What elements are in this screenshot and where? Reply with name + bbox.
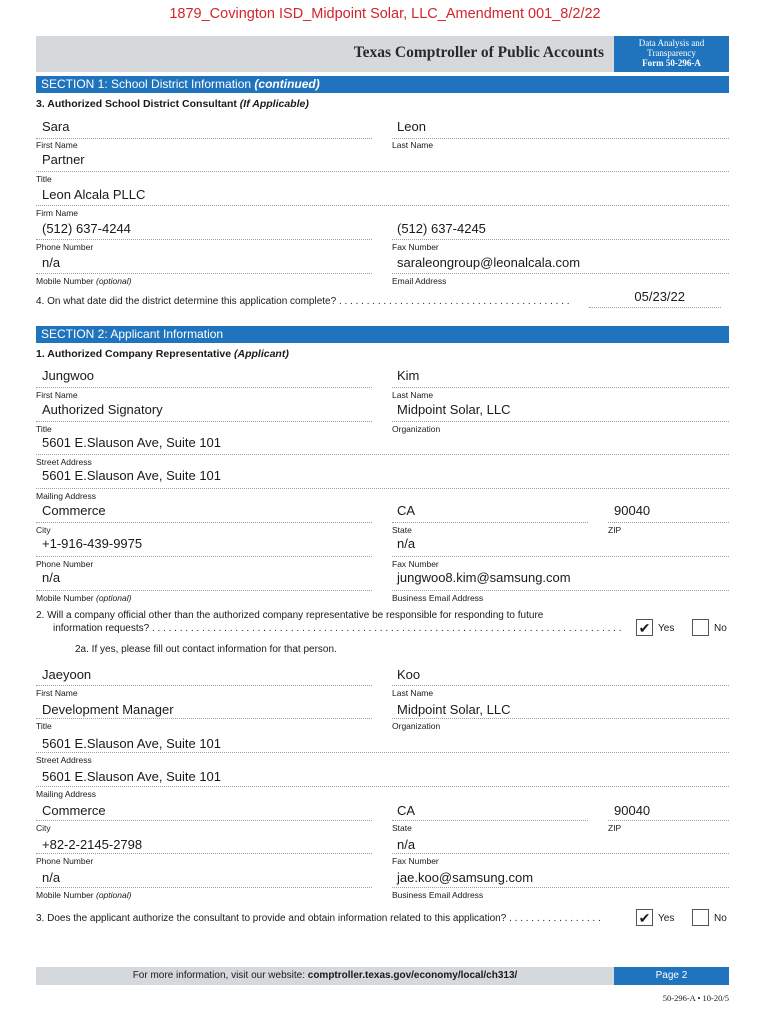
field-line	[36, 685, 372, 686]
mobile-label: Mobile Number (optional)	[36, 890, 132, 900]
field-line	[608, 820, 729, 821]
consultant-last-name[interactable]: Leon	[397, 119, 426, 134]
field-line	[36, 205, 729, 206]
street-label: Street Address	[36, 755, 92, 765]
rep-city[interactable]: Commerce	[42, 503, 106, 518]
section1-title-suffix: (continued)	[254, 77, 320, 91]
organization-label: Organization	[392, 721, 441, 731]
title-label: Title	[36, 424, 52, 434]
rep-zip[interactable]: 90040	[614, 503, 651, 518]
field-line	[36, 421, 372, 422]
contact-title[interactable]: Development Manager	[42, 702, 174, 717]
s2-q3-question: 3. Does the applicant authorize the consultant to provide and obtain information related to this application? . . . . . . . . . . . . . . . . .	[36, 913, 601, 924]
field-line	[36, 820, 372, 821]
q2-yes-checkbox[interactable]	[636, 619, 653, 636]
header-box-line2: Transparency	[647, 48, 696, 58]
rep-fax[interactable]: n/a	[397, 536, 416, 551]
consultant-firm-name[interactable]: Leon Alcala PLLC	[42, 187, 146, 202]
footer-info	[36, 967, 614, 985]
field-line	[392, 522, 588, 523]
field-line	[392, 556, 729, 557]
mobile-label: Mobile Number (optional)	[36, 276, 132, 286]
header-form-box	[614, 36, 729, 72]
field-line	[36, 171, 729, 172]
consultant-mobile[interactable]: n/a	[42, 255, 61, 270]
fax-label: Fax Number	[392, 242, 439, 252]
field-line	[392, 273, 729, 274]
contact-city[interactable]: Commerce	[42, 803, 106, 818]
contact-state[interactable]: CA	[397, 803, 416, 818]
document-note: 1879_Covington ISD_Midpoint Solar, LLC_Amendment 001_8/2/22	[169, 6, 601, 22]
s2-q2-question-line2: information requests? . . . . . . . . . . . . . . . . . . . . . . . . . . . . . . . . . . . . . . . . . . . . . . . . . . . . . . . . . . . . . . . . . . . . . . . . . . . . . . . . . . . . .	[53, 623, 622, 634]
s2-q2-question-line1: 2. Will a company official other than the authorized company representative be responsible for responding to future	[36, 610, 544, 621]
mailing-label: Mailing Address	[36, 491, 97, 501]
rep-phone[interactable]: +1-916-439-9975	[42, 536, 143, 551]
field-line	[36, 887, 372, 888]
q3-no-checkbox[interactable]	[692, 909, 709, 926]
q3-yes-checkbox[interactable]	[636, 909, 653, 926]
fax-label: Fax Number	[392, 856, 439, 866]
s1-q4-question: 4. On what date did the district determine this application complete? . . . . . . . . . . . . . . . . . . . . . . . . . . . . . . . . . . . . . . . . . .	[36, 296, 570, 307]
section2-bar: SECTION 2: Applicant Information	[36, 326, 729, 343]
header-box-line1: Data Analysis and	[638, 38, 705, 48]
field-line	[36, 522, 372, 523]
consultant-title[interactable]: Partner	[42, 152, 85, 167]
field-line	[36, 590, 372, 591]
field-line	[36, 488, 729, 489]
first-name-label: First Name	[36, 390, 78, 400]
q3-no-label: No	[714, 913, 727, 924]
page-title: Texas Comptroller of Public Accounts	[353, 44, 604, 61]
first-name-label: First Name	[36, 688, 78, 698]
s1-q3-heading: 3. Authorized School District Consultant (If Applicable)	[36, 98, 309, 110]
field-line	[36, 718, 372, 719]
rep-last-name[interactable]: Kim	[397, 368, 420, 383]
field-line	[589, 307, 721, 308]
state-label: State	[392, 823, 412, 833]
rep-first-name[interactable]: Jungwoo	[42, 368, 95, 383]
page-number: Page 2	[614, 967, 729, 985]
consultant-phone[interactable]: (512) 637-4244	[42, 221, 131, 236]
rep-mobile[interactable]: n/a	[42, 570, 61, 585]
footer-text: For more information, visit our website:	[132, 970, 308, 981]
field-line	[36, 454, 729, 455]
field-line	[392, 421, 729, 422]
field-line	[36, 752, 729, 753]
phone-label: Phone Number	[36, 856, 94, 866]
field-line	[392, 590, 729, 591]
email-label: Email Address	[392, 276, 447, 286]
contact-mailing-address[interactable]: 5601 E.Slauson Ave, Suite 101	[42, 769, 222, 784]
field-line	[392, 718, 729, 719]
fax-label: Fax Number	[392, 559, 439, 569]
mailing-label: Mailing Address	[36, 789, 97, 799]
title-label: Title	[36, 174, 52, 184]
rep-organization[interactable]: Midpoint Solar, LLC	[397, 402, 511, 417]
first-name-label: First Name	[36, 140, 78, 150]
field-line	[36, 273, 372, 274]
header-form-number: Form 50-296-A	[642, 58, 701, 68]
section1-bar	[36, 76, 729, 93]
field-line	[392, 138, 729, 139]
field-line	[36, 556, 372, 557]
field-line	[392, 239, 729, 240]
q2-no-label: No	[714, 623, 727, 634]
city-label: City	[36, 525, 51, 535]
zip-label: ZIP	[608, 525, 622, 535]
phone-label: Phone Number	[36, 559, 94, 569]
contact-last-name[interactable]: Koo	[397, 667, 421, 682]
mobile-label: Mobile Number (optional)	[36, 593, 132, 603]
rep-mailing-address[interactable]: 5601 E.Slauson Ave, Suite 101	[42, 468, 222, 483]
rep-street-address[interactable]: 5601 E.Slauson Ave, Suite 101	[42, 435, 222, 450]
q2-no-checkbox[interactable]	[692, 619, 709, 636]
check-icon: ✔	[638, 910, 651, 926]
title-label: Title	[36, 721, 52, 731]
field-line	[36, 138, 372, 139]
consultant-first-name[interactable]: Sara	[42, 119, 70, 134]
form-number: 50-296-A • 10-20/5	[662, 993, 729, 1003]
field-line	[608, 522, 729, 523]
email-label: Business Email Address	[392, 890, 484, 900]
contact-email[interactable]: jae.koo@samsung.com	[397, 870, 534, 885]
contact-fax[interactable]: n/a	[397, 837, 416, 852]
s2-q2a-text: 2a. If yes, please fill out contact information for that person.	[75, 644, 337, 655]
application-complete-date[interactable]: 05/23/22	[634, 289, 685, 304]
city-label: City	[36, 823, 51, 833]
field-line	[392, 853, 729, 854]
last-name-label: Last Name	[392, 140, 434, 150]
firm-name-label: Firm Name	[36, 208, 79, 218]
field-line	[36, 239, 372, 240]
contact-phone[interactable]: +82-2-2145-2798	[42, 837, 143, 852]
contact-street-address[interactable]: 5601 E.Slauson Ave, Suite 101	[42, 736, 222, 751]
field-line	[36, 853, 372, 854]
email-label: Business Email Address	[392, 593, 484, 603]
field-line	[392, 685, 729, 686]
q2-yes-label: Yes	[658, 623, 675, 634]
rep-title[interactable]: Authorized Signatory	[42, 402, 163, 417]
field-line	[392, 387, 729, 388]
field-line	[36, 387, 372, 388]
contact-first-name[interactable]: Jaeyoon	[42, 667, 92, 682]
footer-url-link[interactable]: comptroller.texas.gov/economy/local/ch313/	[307, 970, 518, 981]
rep-email[interactable]: jungwoo8.kim@samsung.com	[397, 570, 571, 585]
rep-state[interactable]: CA	[397, 503, 416, 518]
check-icon: ✔	[638, 620, 651, 636]
street-label: Street Address	[36, 457, 92, 467]
contact-zip[interactable]: 90040	[614, 803, 651, 818]
field-line	[392, 887, 729, 888]
phone-label: Phone Number	[36, 242, 94, 252]
field-line	[36, 786, 729, 787]
consultant-email[interactable]: saraleongroup@leonalcala.com	[397, 255, 581, 270]
last-name-label: Last Name	[392, 390, 434, 400]
zip-label: ZIP	[608, 823, 622, 833]
s2-q1-heading: 1. Authorized Company Representative (Applicant)	[36, 348, 289, 360]
last-name-label: Last Name	[392, 688, 434, 698]
organization-label: Organization	[392, 424, 441, 434]
state-label: State	[392, 525, 412, 535]
field-line	[392, 820, 588, 821]
contact-mobile[interactable]: n/a	[42, 870, 61, 885]
q3-yes-label: Yes	[658, 913, 675, 924]
contact-organization[interactable]: Midpoint Solar, LLC	[397, 702, 511, 717]
consultant-fax[interactable]: (512) 637-4245	[397, 221, 486, 236]
section1-title: SECTION 1: School District Information	[41, 77, 255, 91]
